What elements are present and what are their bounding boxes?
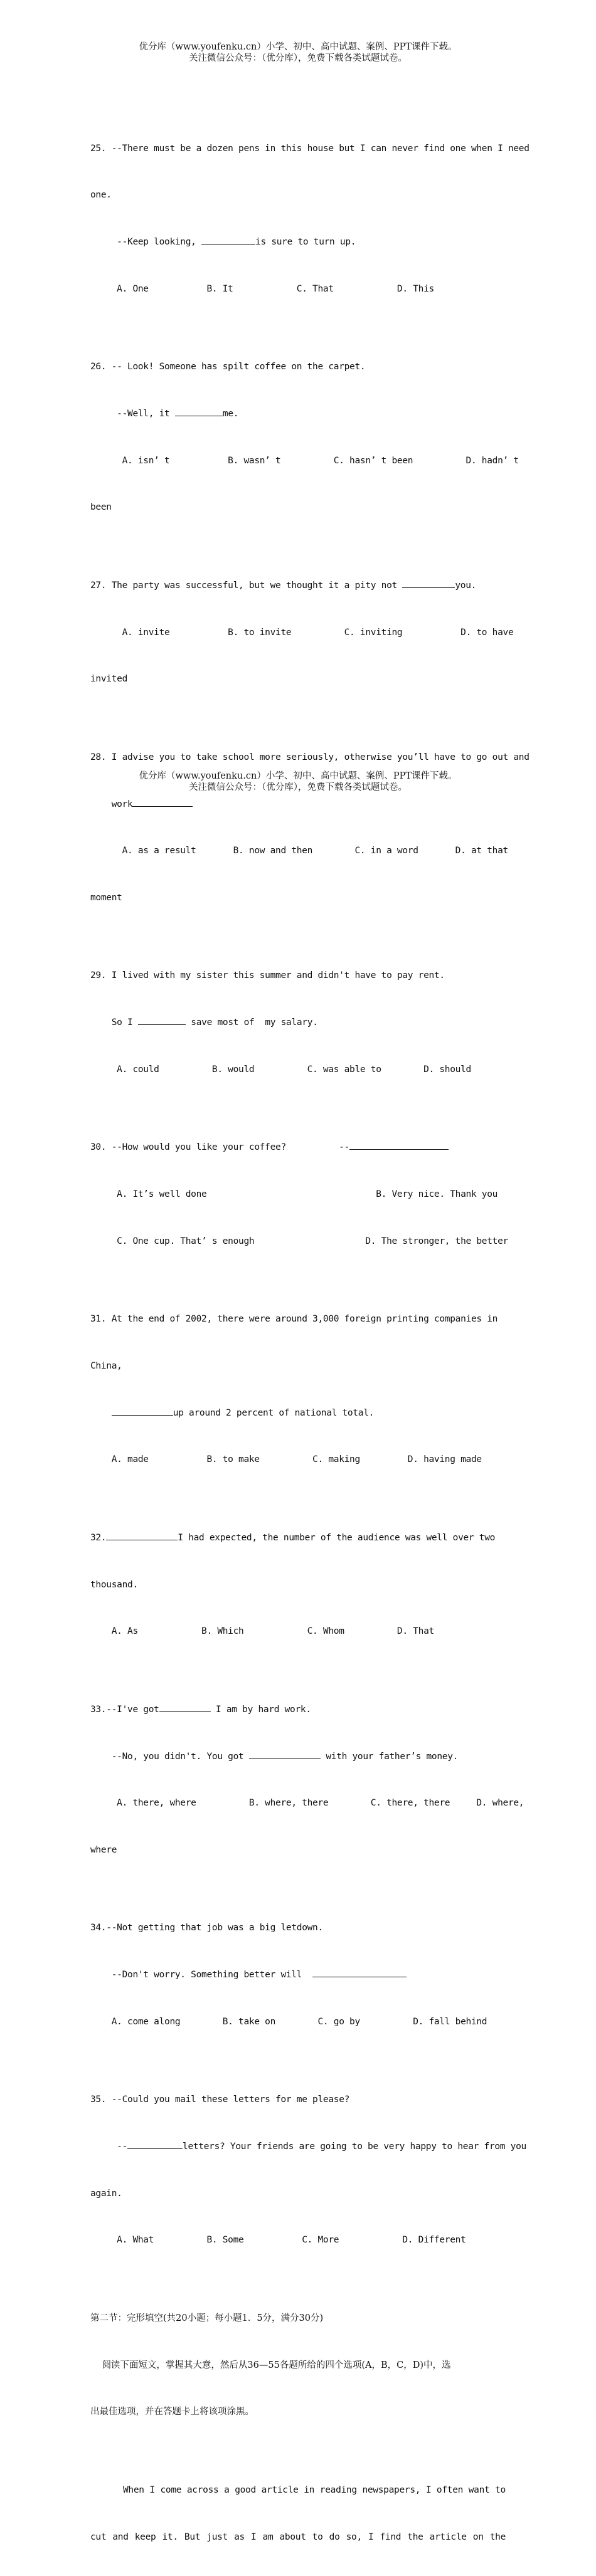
section2-title: 第二节：完形填空(共20小题；每小题1．5分，满分30分)	[90, 2313, 324, 2323]
passage-line-1	[90, 2483, 506, 2498]
header-line-1: 优分库（www.youfenku.cn）小学、初中、高中试题、案例、PPT课件下载。	[139, 42, 457, 52]
q25-stem-a: 25. --There must be a dozen pens in this house but I can never find one when I need	[90, 143, 529, 154]
q35-wrap: again.	[90, 2188, 122, 2199]
q29-options: A. could B. would C. was able to D. should	[90, 1064, 471, 1075]
q32-blank	[106, 1530, 178, 1540]
q31-wrap: China,	[90, 1360, 122, 1371]
section2-instruction-b: 出最佳选项，并在答题卡上将该项涂黑。	[90, 2407, 254, 2417]
q33-reply-post: with your father’s money.	[320, 1751, 459, 1762]
q28-cont	[90, 797, 506, 812]
q34-options: A. come along B. take on C. go by D. fall behind	[90, 2016, 487, 2027]
q26-blank	[175, 406, 223, 416]
section2-instruction-a-text: 阅读下面短文，掌握其大意，然后从36—55各题所给的四个选项(A，B，C，D)中，选	[102, 2360, 451, 2370]
q29-stem: 29. I lived with my sister this summer and didn't have to pay rent.	[90, 970, 445, 981]
q25-reply	[90, 234, 506, 250]
q30-stem-pre: 30. --How would you like your coffee? --	[90, 1142, 350, 1153]
q30-options-1: A. It’s well done B. Very nice. Thank you	[90, 1189, 498, 1200]
q33-blank-1	[159, 1702, 211, 1712]
q26-reply	[90, 406, 506, 422]
q30-options-2: C. One cup. That’ s enough D. The stronger, the better	[90, 1236, 508, 1246]
q35-options: A. What B. Some C. More D. Different	[90, 2235, 466, 2246]
q25-blank	[201, 234, 255, 244]
q31-cont	[90, 1406, 506, 1421]
q27-options: A. invite B. to invite C. inviting D. to have	[90, 627, 514, 638]
q33-options: A. there, where B. where, there C. there, there D. where,	[90, 1798, 524, 1809]
q28-blank	[132, 797, 193, 807]
q31-options: A. made B. to make C. making D. having made	[90, 1454, 482, 1465]
q33-reply	[90, 1749, 506, 1765]
q25-reply-pre: --Keep looking,	[90, 237, 202, 248]
q25-stem-b: one.	[90, 190, 112, 201]
q29-cont-pre: So I	[90, 1017, 138, 1028]
q31-blank	[112, 1406, 173, 1416]
q32-wrap: thousand.	[90, 1579, 138, 1590]
q31-cont-post: up around 2 percent of national total.	[173, 1407, 375, 1418]
q35-reply-pre: --	[90, 2142, 128, 2152]
q30-blank	[349, 1140, 449, 1150]
q34-reply-pre: --Don't worry. Something better will	[90, 1970, 313, 1980]
q35-stem: 35. --Could you mail these letters for me please?	[90, 2095, 350, 2105]
q34-reply	[90, 1967, 506, 1983]
q25-options: A. One B. It C. That D. This	[90, 283, 434, 294]
q26-wrap: been	[90, 502, 112, 513]
q30-stem	[90, 1140, 506, 1155]
q32-stem-pre: 32.	[90, 1532, 107, 1543]
q28-wrap: moment	[90, 892, 122, 903]
page-header	[0, 41, 596, 64]
q35-blank	[127, 2139, 183, 2149]
q25-reply-post: is sure to turn up.	[255, 237, 356, 248]
q33-stem	[90, 1702, 506, 1718]
q32-options: A. As B. Which C. Whom D. That	[90, 1626, 434, 1637]
q29-blank	[138, 1015, 186, 1025]
q33-stem-post: I am by hard work.	[210, 1704, 311, 1715]
q33-blank-2	[249, 1749, 321, 1759]
q35-reply	[90, 2139, 526, 2155]
question-content	[90, 78, 529, 2576]
passage-line-1-text: When I come across a good article in reading newspapers, I often want to	[123, 2484, 506, 2495]
q28-options: A. as a result B. now and then C. in a word D. at that	[90, 846, 508, 856]
q27-stem	[90, 578, 506, 594]
q27-blank	[402, 578, 455, 588]
q34-blank	[312, 1967, 407, 1977]
q32-stem-post: I had expected, the number of the audience was well over two	[178, 1532, 496, 1543]
q26-reply-post: me.	[222, 408, 239, 419]
page-footer	[0, 770, 596, 793]
q29-cont	[90, 1015, 506, 1031]
q27-stem-pre: 27. The party was successful, but we thought it a pity not	[90, 580, 403, 591]
q29-cont-post: save most of my salary.	[185, 1017, 318, 1028]
q28-stem: 28. I advise you to take school more seriously, otherwise you’ll have to go out and	[90, 752, 529, 762]
footer-line-1: 优分库（www.youfenku.cn）小学、初中、高中试题、案例、PPT课件下载。	[139, 771, 457, 781]
q32-stem	[90, 1530, 506, 1546]
q26-options: A. isn’ t B. wasn’ t C. hasn’ t been D. hadn’ t	[90, 455, 519, 466]
section2-instruction-a	[90, 2358, 506, 2374]
footer-line-2: 关注微信公众号：（优分库），免费下载各类试题试卷。	[189, 782, 407, 792]
q35-reply-post: letters? Your friends are going to be very happy to hear from you	[183, 2142, 526, 2152]
header-line-2: 关注微信公众号：（优分库），免费下载各类试题试卷。	[189, 53, 407, 63]
q28-cont-pre: work	[90, 799, 133, 809]
q31-stem: 31. At the end of 2002, there were around 3,000 foreign printing companies in	[90, 1314, 498, 1325]
q27-stem-post: you.	[455, 580, 477, 591]
q33-stem-pre: 33.--I've got	[90, 1704, 159, 1715]
q26-stem: 26. -- Look! Someone has spilt coffee on the carpet.	[90, 362, 366, 372]
q27-wrap: invited	[90, 674, 128, 685]
q34-stem: 34.--Not getting that job was a big letdown.	[90, 1923, 323, 1933]
q26-reply-pre: --Well, it	[90, 408, 175, 419]
q33-reply-pre: --No, you didn't. You got	[90, 1751, 249, 1762]
passage-line-2: cut and keep it. But just as I am about to do so, I find the article on the	[90, 2531, 506, 2542]
q33-wrap: where	[90, 1844, 117, 1855]
